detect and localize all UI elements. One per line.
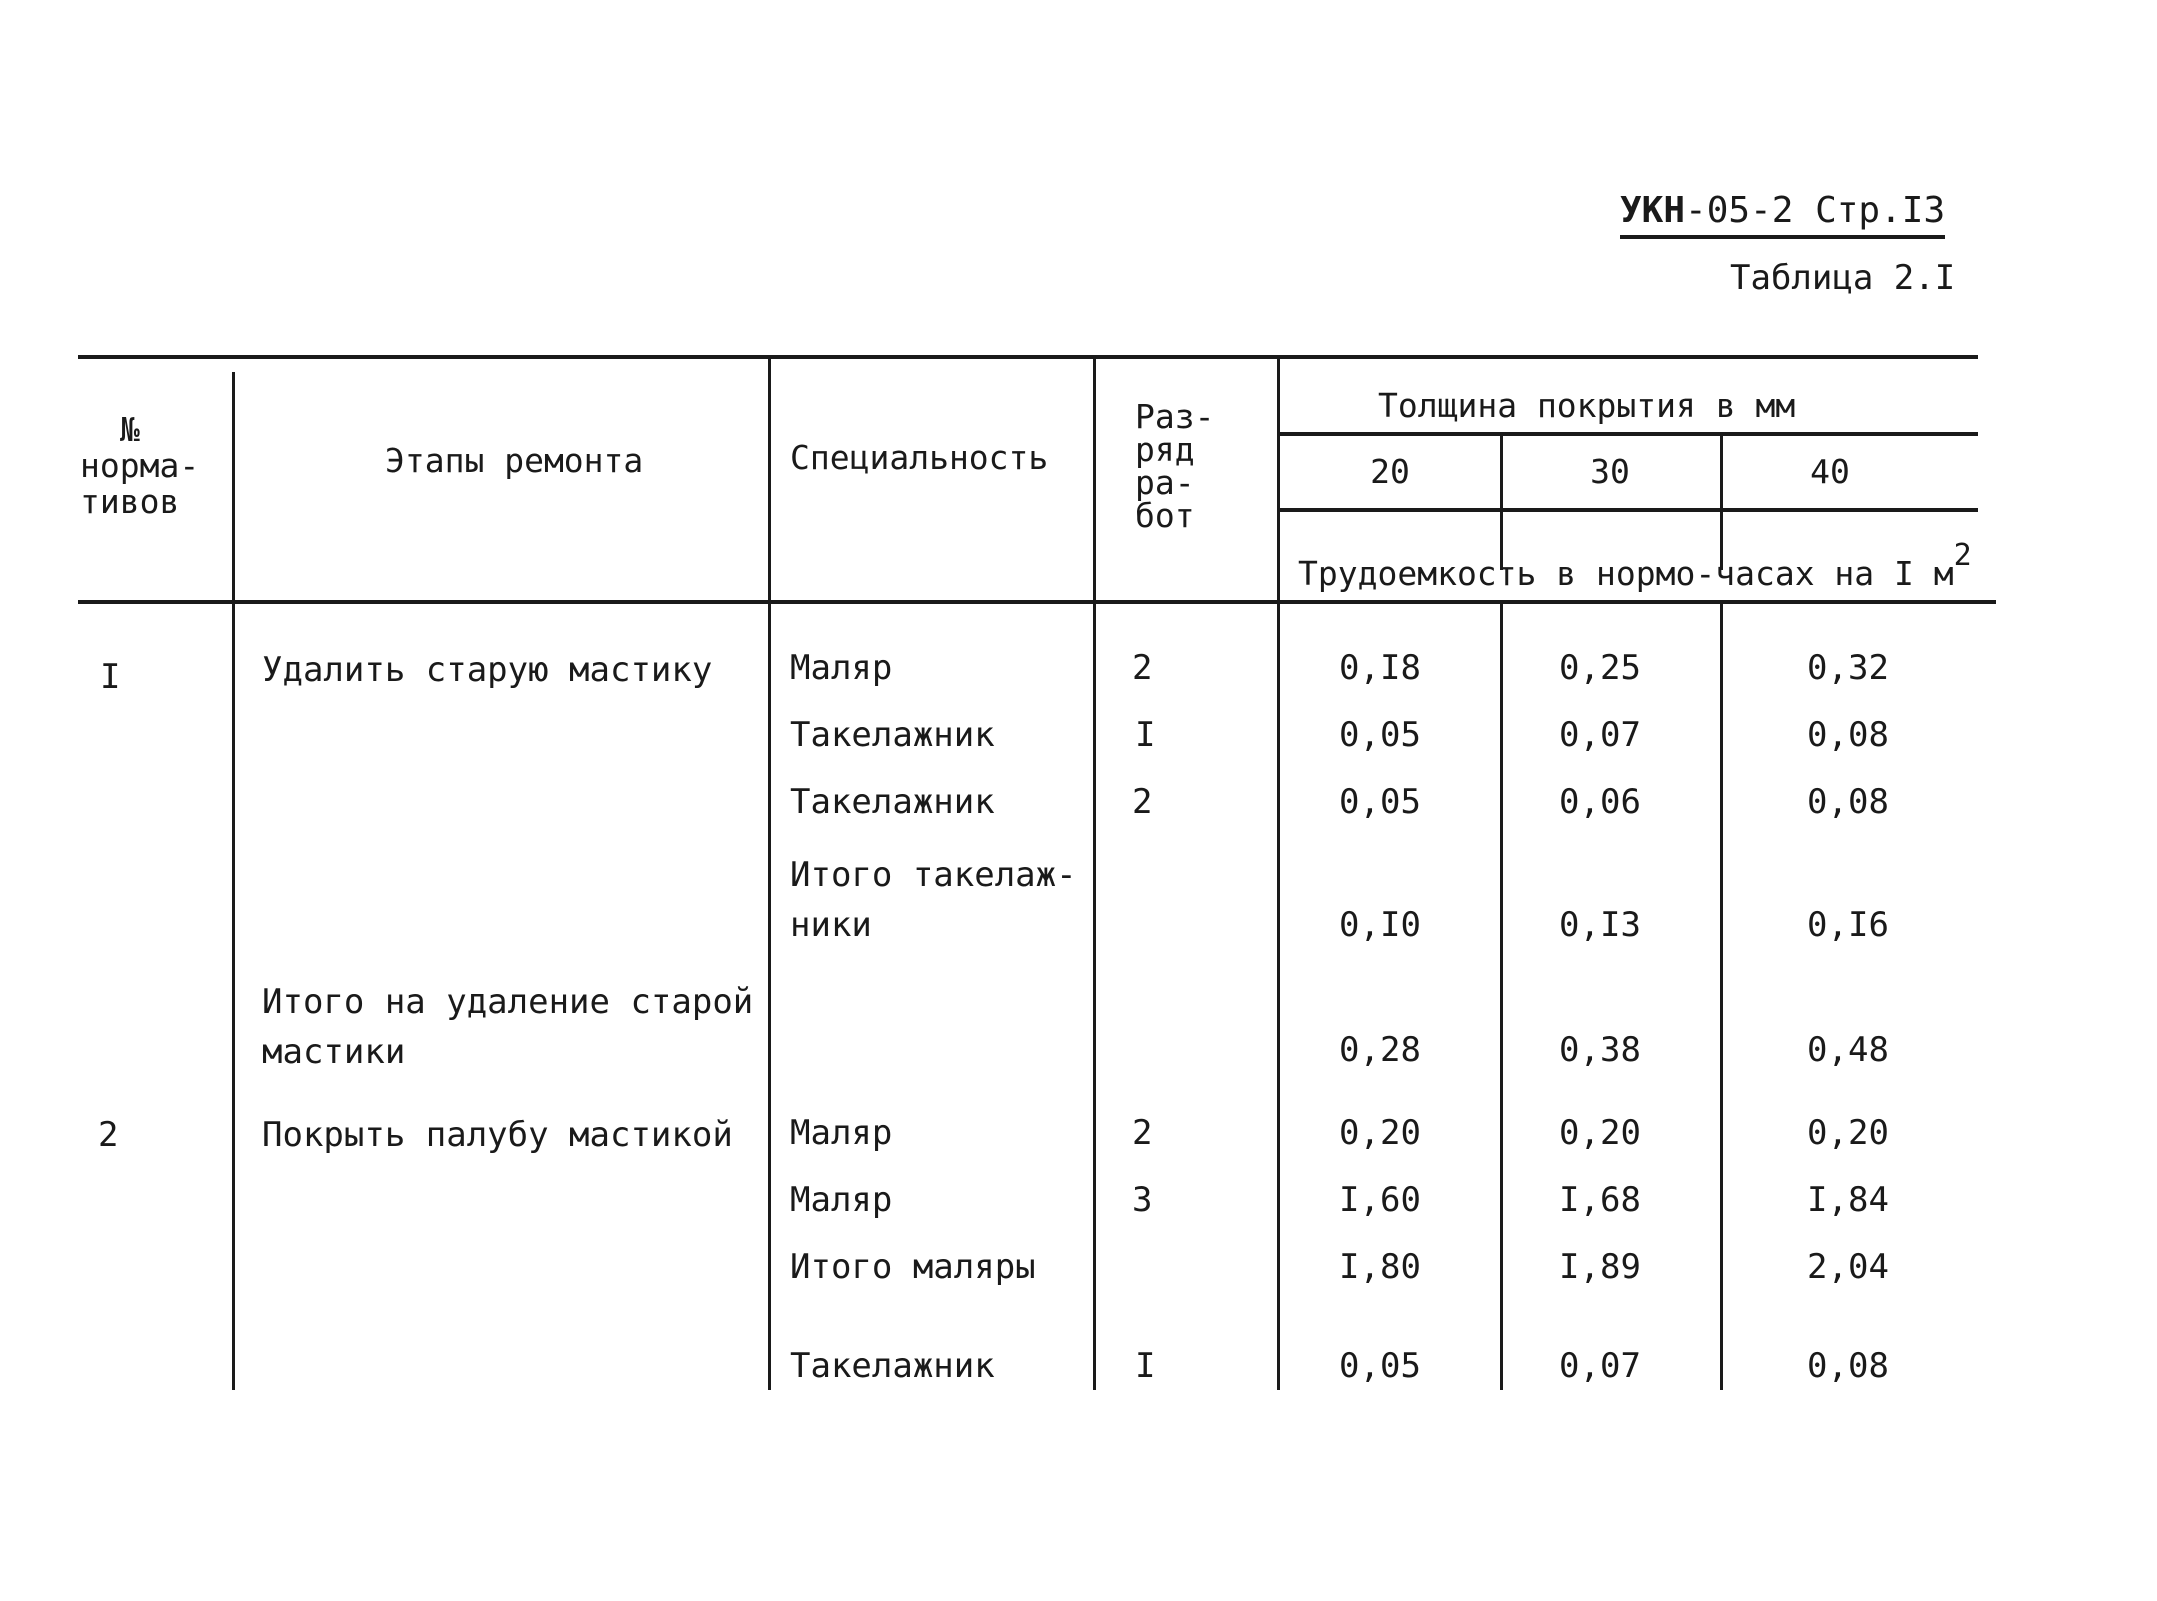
document-code: УКН-05-2 Стр.I3 [1620, 190, 1945, 239]
row4-v40: 0,I6 [1807, 905, 1889, 945]
header-thickness: Толщина покрытия в мм [1378, 386, 1796, 425]
row8-specialty: Итого маляры [790, 1247, 1036, 1287]
row9-v40: 0,08 [1807, 1346, 1889, 1386]
header-labor: Трудоемкость в нормо-часах на I $м^2$ [1298, 538, 1972, 593]
row6-v40: 0,20 [1807, 1113, 1889, 1153]
row2-v30: 0,07 [1559, 715, 1641, 755]
row3-v40: 0,08 [1807, 782, 1889, 822]
table-label: Таблица 2.I [1730, 258, 1956, 298]
thickness-rule [1280, 432, 1978, 436]
table-top-rule [78, 355, 1978, 359]
row2-grade: I [1135, 715, 1156, 755]
row6-grade: 2 [1132, 1113, 1153, 1153]
row3-specialty: Такелажник [790, 782, 995, 822]
header-bottom-rule [78, 600, 1996, 604]
row8-v20: I,80 [1339, 1247, 1421, 1287]
row6-specialty: Маляр [790, 1113, 893, 1153]
row5-v40: 0,48 [1807, 1030, 1889, 1070]
col-divider-1 [232, 372, 235, 1390]
row7-v30: I,68 [1559, 1180, 1641, 1220]
row2-v20: 0,05 [1339, 715, 1421, 755]
header-num: № норма- тивов [80, 410, 200, 521]
row7-grade: 3 [1132, 1180, 1153, 1220]
header-specialty: Специальность [790, 438, 1049, 477]
row1-grade: 2 [1132, 648, 1153, 688]
row8-v30: I,89 [1559, 1247, 1641, 1287]
row8-v40: 2,04 [1807, 1247, 1889, 1287]
row7-v20: I,60 [1339, 1180, 1421, 1220]
row4-v30: 0,I3 [1559, 905, 1641, 945]
row6-num: 2 [98, 1115, 119, 1155]
row9-v30: 0,07 [1559, 1346, 1641, 1386]
thickness-values-rule [1280, 508, 1978, 512]
row1-v40: 0,32 [1807, 648, 1889, 688]
row5-v20: 0,28 [1339, 1030, 1421, 1070]
header-thick-30: 30 [1590, 452, 1630, 491]
header-stage: Этапы ремонта [385, 441, 644, 480]
row7-v40: I,84 [1807, 1180, 1889, 1220]
col-divider-2 [768, 358, 771, 1390]
col-divider-4 [1277, 358, 1280, 1390]
row5-v30: 0,38 [1559, 1030, 1641, 1070]
row1-specialty: Маляр [790, 648, 893, 688]
col-divider-3 [1093, 358, 1096, 1390]
row4-v20: 0,I0 [1339, 905, 1421, 945]
row1-stage: Удалить старую мастику [262, 650, 713, 690]
row9-grade: I [1135, 1346, 1156, 1386]
row5-stage: Итого на удаление старой мастики [262, 982, 754, 1072]
row3-grade: 2 [1132, 782, 1153, 822]
header-thick-40: 40 [1810, 452, 1850, 491]
row6-v20: 0,20 [1339, 1113, 1421, 1153]
row6-stage: Покрыть палубу мастикой [262, 1115, 733, 1155]
row3-v30: 0,06 [1559, 782, 1641, 822]
header-grade: Раз- ряд ра- бот [1135, 397, 1215, 535]
row6-v30: 0,20 [1559, 1113, 1641, 1153]
header-thick-20: 20 [1370, 452, 1410, 491]
row2-specialty: Такелажник [790, 715, 995, 755]
row3-v20: 0,05 [1339, 782, 1421, 822]
row2-v40: 0,08 [1807, 715, 1889, 755]
row1-v30: 0,25 [1559, 648, 1641, 688]
row1-num: I [100, 657, 121, 697]
row4-specialty: Итого такелаж- ники [790, 855, 1077, 945]
row9-specialty: Такелажник [790, 1346, 995, 1386]
row1-v20: 0,I8 [1339, 648, 1421, 688]
row7-specialty: Маляр [790, 1180, 893, 1220]
col-divider-6b [1720, 600, 1723, 1390]
row9-v20: 0,05 [1339, 1346, 1421, 1386]
